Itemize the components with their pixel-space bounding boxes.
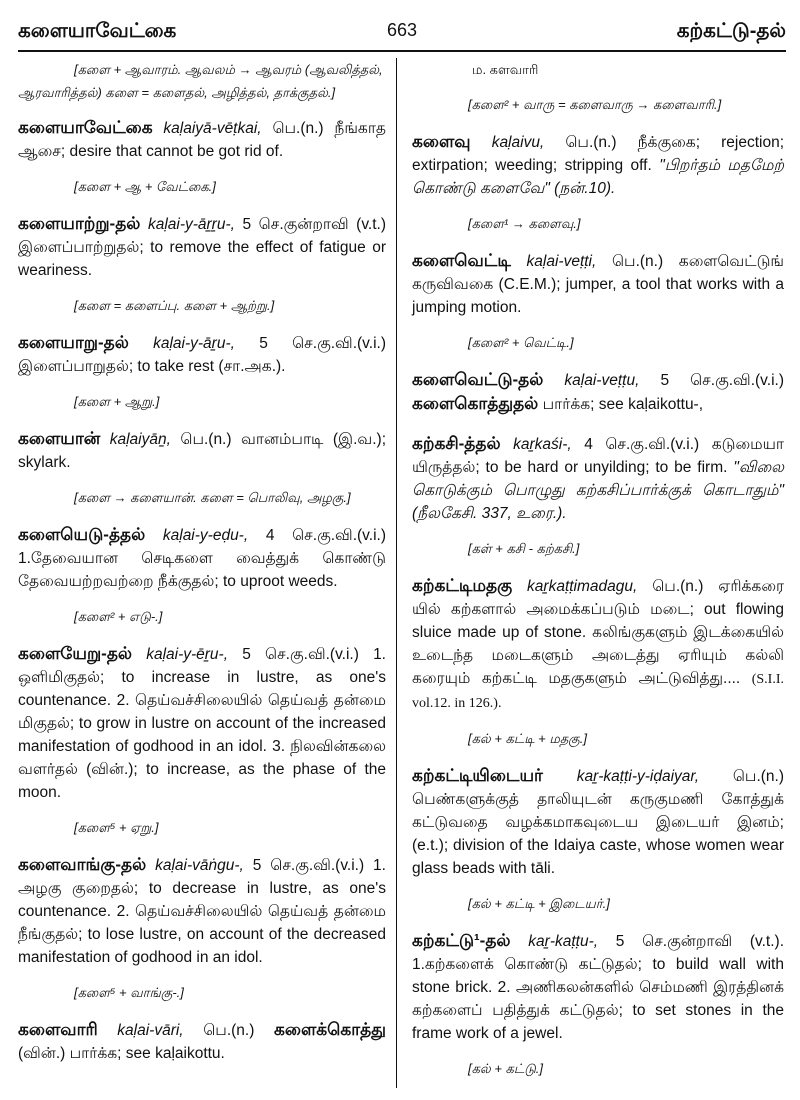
dictionary-entry [18, 853, 386, 969]
transliteration: kaḷaiyā-vēṭkai, [163, 120, 262, 137]
dictionary-entry [412, 432, 784, 525]
etymology: [களை + ஆவாரம். ஆவலம் → ஆவரம் (ஆவலித்தல், ஆரவாரித்தல்) களை = களைதல், அழித்தல், தாக்குதல்.] [18, 62, 383, 100]
headword: களைவெட்டி [412, 251, 511, 270]
headword: களையான் [18, 429, 101, 448]
page-number: 663 [386, 20, 418, 40]
definition: 5 செ.கு.வி.(v.i.) 1. அழகு குறைதல்; to decrease in lustre, as one's countenance. 2. தெய்வச்சிலையில் தெய்வத் தன்மை நீங்குதல்; to lose lustre, on account of the decreased manifestation of godhood in an idol. [18, 857, 386, 966]
column-divider [396, 58, 397, 1088]
transliteration: kaṟ-kaṭṭu-, [528, 933, 599, 950]
definition: 4 செ.கு.வி.(v.i.) கடுமையா யிருத்தல்; to be hard or unyilding; to be firm. [412, 436, 785, 476]
header-left-guide-word: களையாவேட்கை [18, 20, 177, 42]
dictionary-entry [18, 116, 386, 163]
headword: களையாவேட்கை [18, 118, 153, 137]
transliteration: kaḷai-veṭṭu, [564, 372, 640, 389]
dictionary-entry [18, 642, 386, 804]
headword: களையாறு-தல் [18, 333, 129, 352]
etymology: [கல் + கட்டு.] [468, 1061, 544, 1076]
quotation: "விலை கொடுக்கும் பொழுது கற்கசிப்பார்க்குக் கொடாதும்" (நீலகேசி. 337, உரை.). [412, 459, 784, 522]
spacer [412, 422, 784, 432]
definition: பெ.(n.) நீங்காத ஆசை; desire that cannot be got rid of. [18, 120, 387, 160]
headword: களைவாரி [18, 1020, 98, 1039]
dictionary-entry [18, 212, 386, 282]
definition-prefix: 5 செ.கு.வி.(v.i.) [660, 372, 784, 389]
quotation: "பிறர்தம் மதமேற் கொண்டு களைவே" (நன்.10). [412, 157, 785, 197]
dictionary-entry [18, 523, 386, 593]
headword: கற்கட்டு¹-தல் [412, 931, 511, 950]
definition: பார்க்க; see kaḷaikottu-, [542, 396, 704, 413]
definition-prefix: பெ.(n.) [203, 1022, 255, 1039]
transliteration: kaṟ-kaṭṭi-y-iḍaiyar, [576, 768, 700, 785]
dictionary-entry [18, 427, 386, 474]
transliteration: kaḷaivu, [491, 134, 545, 151]
transliteration: kaṟkaśi-, [513, 436, 572, 453]
headword: களைவாங்கு-தல் [18, 855, 147, 874]
definition: பெ.(n.) நீக்குகை; rejection; extirpation; weeding; stripping off. [412, 134, 785, 174]
etymology: [களை² + வெட்டி.] [468, 335, 574, 350]
transliteration: kaḷai-y-āṟṟu-, [147, 216, 235, 233]
page-header [18, 14, 786, 52]
cross-reference: களைக்கொத்து [274, 1020, 386, 1039]
headword: களையேறு-தல் [18, 644, 133, 663]
headword: களைவு [412, 132, 471, 151]
definition: 5 செ.குன்றாவி (v.t.). 1.கற்களைக் கொண்டு கட்டுதல்; to build wall with stone brick. 2. அணிகலன்களில் செம்மணி இரத்தினக் கற்களைப் பதித்துக் கட்டுதல்; to set stones in the frame work of a jewel. [412, 933, 784, 1042]
etymology: [களை + ஆ + வேட்கை.] [74, 179, 216, 194]
etymology: [களை¹ → களைவு.] [468, 216, 581, 231]
dictionary-entry [412, 764, 784, 880]
dictionary-entry [412, 574, 784, 715]
headword: களைவெட்டு-தல் [412, 370, 544, 389]
etymology: [களை² + எடு-.] [74, 609, 163, 624]
headword: கற்கசி-த்தல் [412, 434, 501, 453]
definition: பெ.(n.) வானம்பாடி (இ.வ.); skylark. [18, 431, 387, 471]
headword: கற்கட்டிமதகு [412, 576, 513, 595]
etymology: [களை² + வாரு = களைவாரு → களைவாரி.] [468, 97, 722, 112]
etymology: [களை → களையான். களை = பொலிவு, அழகு.] [74, 490, 351, 505]
continuation-cognate: ம. களவாரி [472, 62, 539, 77]
transliteration: kaḷai-y-eḍu-, [162, 527, 249, 544]
etymology: [கள் + கசி - கற்கசி.] [468, 541, 580, 556]
definition: 5 செ.கு.வி.(v.i.) 1. ஒளிமிகுதல்; to increase in lustre, as one's countenance. 2. தெய்வச்சிலையில் தெய்வத் தன்மை மிகுதல்; to grow in lustre on account of the increased manifestation of godhood in an idol. 3. நிலவின்கலை வளர்தல் (வின்.); to increase, as the phase of the moon. [18, 646, 386, 801]
etymology: [களை + ஆறு.] [74, 394, 160, 409]
transliteration: kaḷai-y-ēṟu-, [146, 646, 229, 663]
left-column [18, 58, 386, 1071]
transliteration: kaḷaiyāṉ, [109, 431, 171, 448]
etymology: [களை = களைப்பு. களை + ஆற்று.] [74, 298, 275, 313]
etymology: [கல் + கட்டி + இடையர்.] [468, 896, 610, 911]
transliteration: kaḷai-veṭṭi, [526, 253, 597, 270]
definition: 5 செ.கு.வி.(v.i.) இளைப்பாறுதல்; to take rest (சா.அக.). [18, 335, 386, 375]
dictionary-entry [412, 130, 784, 200]
definition: 4 செ.கு.வி.(v.i.) 1.தேவையான செடிகளை வைத்துக் கொண்டு தேவையற்றவற்றை நீக்குதல்; to uproot weeds. [18, 527, 386, 590]
headword: களையெடு-த்தல் [18, 525, 146, 544]
definition: பெ.(n.) களைவெட்டுங் கருவிவகை (C.E.M.); jumper, a tool that works with a jumping motion. [412, 253, 784, 316]
definition: பெ.(n.) ஏரிக்கரை யில் கற்களால் அமைக்கப்படும் மடை; out flowing sluice made up of stone. கலிங்குகளும் இடக்கையில் உடைந்த மடைகளும் அடைத்து ஏரியும் கல்லி கரையும் கற்கட்டி மதகுகளும் அட்டுவித்து.... [412, 578, 785, 687]
etymology: [கல் + கட்டி + மதகு.] [468, 731, 587, 746]
dictionary-entry [412, 929, 784, 1045]
definition: 5 செ.குன்றாவி (v.t.) இளைப்பாற்றுதல்; to remove the effect of fatigue or weariness. [18, 216, 387, 279]
etymology: [களை⁵ + வாங்கு-.] [74, 985, 184, 1000]
definition: (வின்.) பார்க்க; see kaḷaikottu. [18, 1045, 225, 1062]
cross-reference: களைகொத்துதல் [412, 394, 539, 413]
dictionary-entry [412, 368, 784, 416]
headword: கற்கட்டியிடையர் [412, 766, 543, 785]
transliteration: kaḷai-vāri, [117, 1022, 184, 1039]
transliteration: kaṟkaṭṭimadagu, [527, 578, 638, 595]
headword: களையாற்று-தல் [18, 214, 141, 233]
etymology: [களை⁵ + ஏறு.] [74, 820, 159, 835]
source-citation: (S.I.I. vol.12. in 126.). [412, 672, 784, 711]
dictionary-entry [412, 249, 784, 319]
dictionary-entry [18, 1018, 386, 1065]
header-right-guide-word: கற்கட்டு-தல் [676, 20, 786, 42]
transliteration: kaḷai-vāṅgu-, [155, 857, 244, 874]
dictionary-entry [18, 331, 386, 378]
right-column [412, 58, 784, 1094]
definition: பெ.(n.) பெண்களுக்குத் தாலியுடன் கருகுமணி கோத்துக் கட்டுவதை வழக்கமாகவுடைய இடையர் இனம்; (e.t.); division of the Idaiya caste, whose women wear glass beads with tāli. [412, 768, 784, 877]
transliteration: kaḷai-y-āṟu-, [153, 335, 235, 352]
